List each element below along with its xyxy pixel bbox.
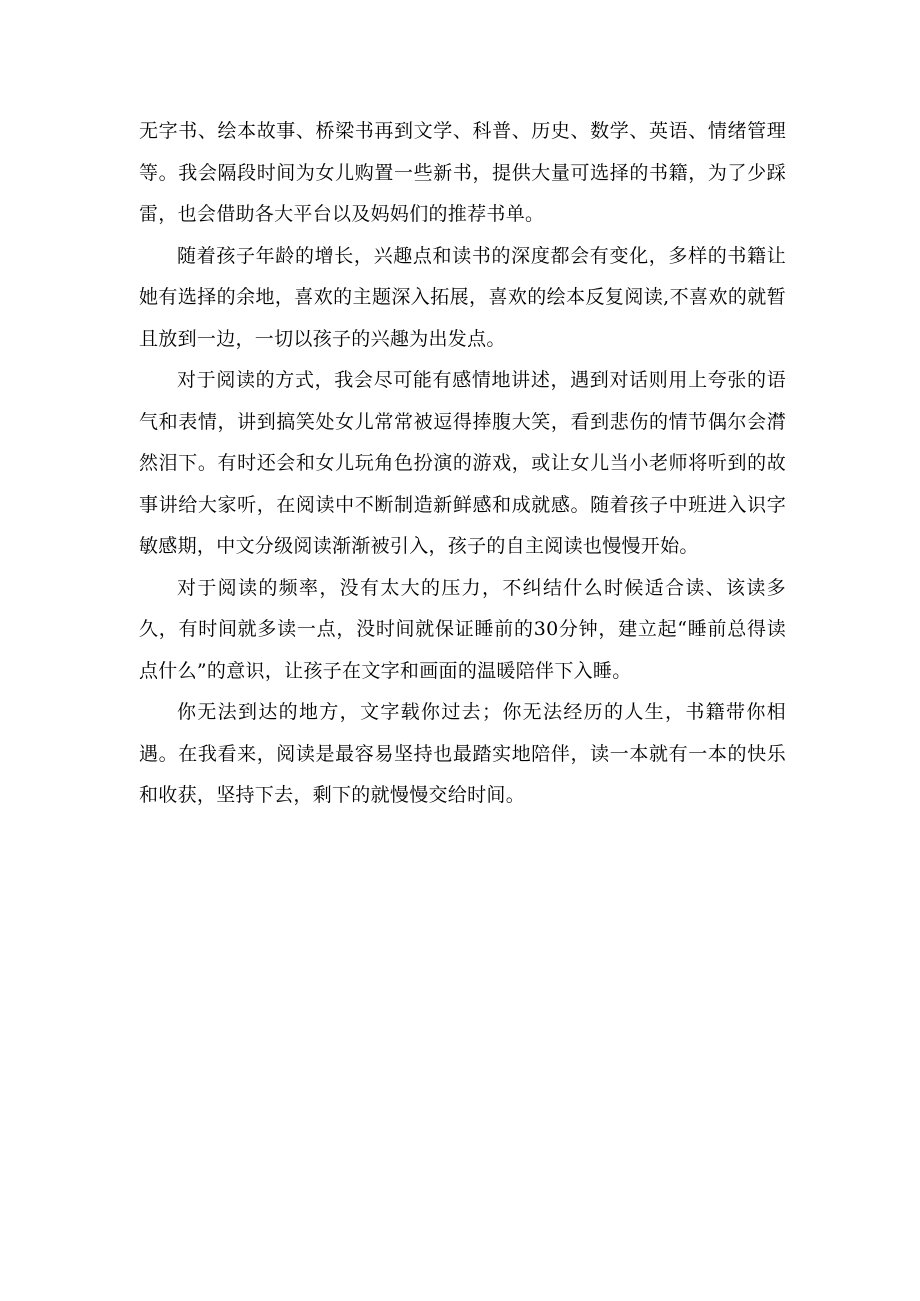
paragraph-reading-frequency: 对于阅读的频率，没有太大的压力，不纠结什么时候适合读、该读多久，有时间就多读一点，没时间就保证睡前的30分钟，建立起“睡前总得读点什么”的意识，让孩子在文字和画面的温暖陪伴下入睡。: [139, 576, 786, 682]
paragraph-conclusion: 你无法到达的地方，文字载你过去；你无法经历的人生，书籍带你相遇。在我看来，阅读是最容易坚持也最踏实地陪伴，读一本就有一本的快乐和收获，坚持下去，剩下的就慢慢交给时间。: [139, 701, 786, 806]
document-body: [139, 111, 786, 817]
paragraph-reading-method: 对于阅读的方式，我会尽可能有感情地讲述，遇到对话则用上夸张的语气和表情，讲到搞笑处女儿常常被逗得捧腹大笑，看到悲伤的情节偶尔会潸然泪下。有时还会和女儿玩角色扮演的游戏，或让女儿当小老师将听到的故事讲给大家听，在阅读中不断制造新鲜感和成就感。随着孩子中班进入识字敏感期，中文分级阅读渐渐被引入，孩子的自主阅读也慢慢开始。: [139, 369, 786, 557]
paragraph-interest-growth: 随着孩子年龄的增长，兴趣点和读书的深度都会有变化，多样的书籍让她有选择的余地，喜欢的主题深入拓展，喜欢的绘本反复阅读,不喜欢的就暂且放到一边，一切以孩子的兴趣为出发点。: [139, 244, 786, 350]
paragraph-continuation: 无字书、绘本故事、桥梁书再到文学、科普、历史、数学、英语、情绪管理等。我会隔段时间为女儿购置一些新书，提供大量可选择的书籍，为了少踩雷，也会借助各大平台以及妈妈们的推荐书单。: [139, 120, 786, 225]
